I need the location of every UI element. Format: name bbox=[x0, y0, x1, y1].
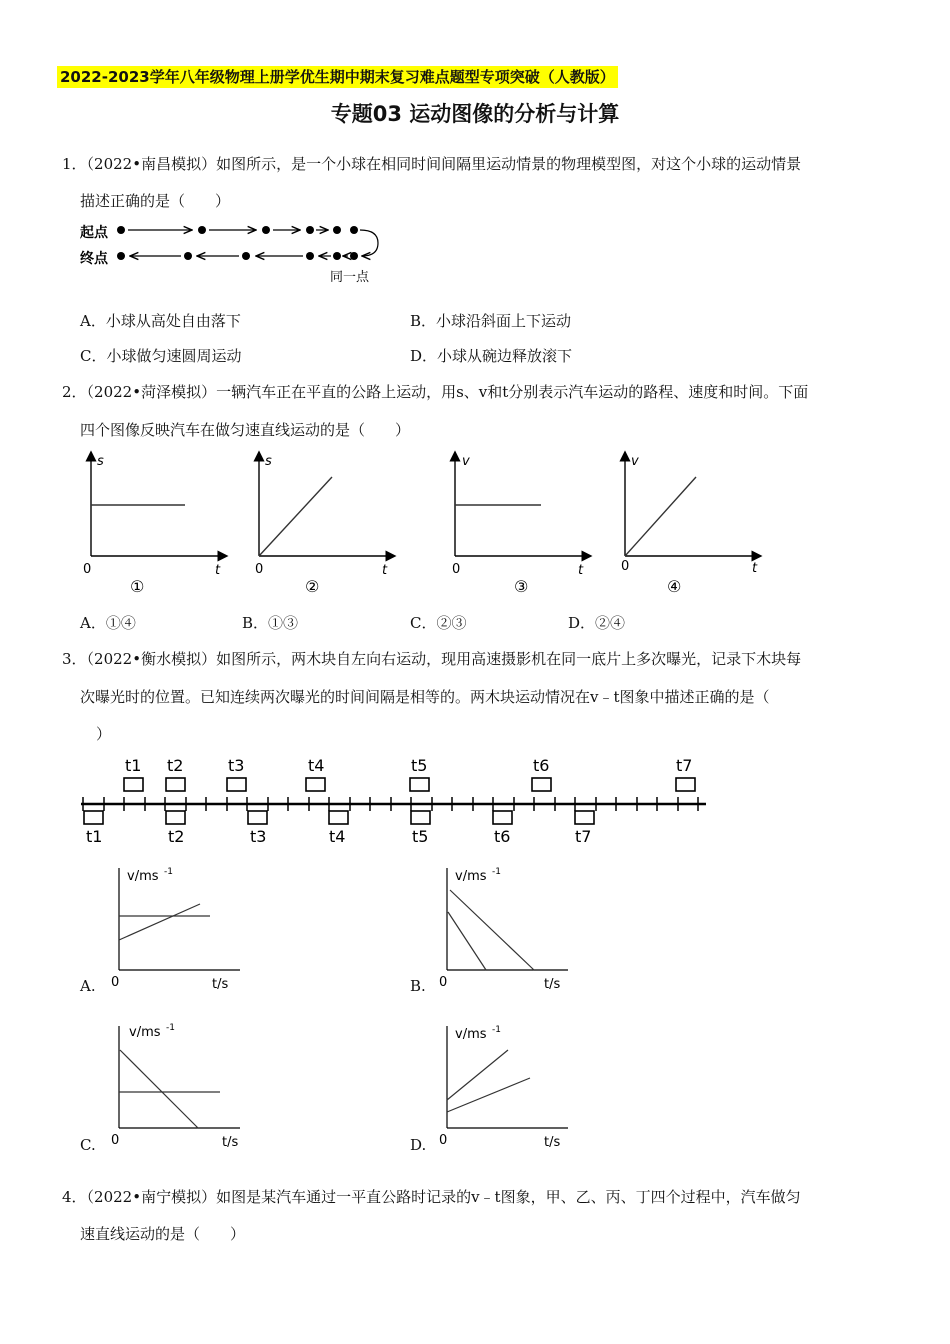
graph-xlabel: t/s bbox=[222, 1135, 239, 1150]
top-block bbox=[532, 778, 551, 791]
q1-text-line1: 1．（2022•南昌模拟）如图所示，是一个小球在相同时间间隔里运动情景的物理模型图，对这个小球的运动情景 bbox=[62, 155, 802, 173]
top-label: t2 bbox=[167, 756, 184, 775]
q3-option-d: D. bbox=[410, 1136, 427, 1154]
q1-text-line2: 描述正确的是（ ） bbox=[80, 192, 231, 210]
bottom-block bbox=[166, 811, 185, 824]
graph-origin: 0 bbox=[111, 975, 120, 990]
bottom-block bbox=[493, 811, 512, 824]
graph-ysup: -1 bbox=[492, 1025, 501, 1035]
graph-xlabel: t bbox=[578, 563, 584, 578]
top-block bbox=[166, 778, 185, 791]
q2-graph-2 bbox=[255, 454, 391, 596]
graph-origin: 0 bbox=[439, 1133, 448, 1148]
ball-position bbox=[117, 226, 125, 234]
graph-origin: 0 bbox=[439, 975, 448, 990]
top-label: t4 bbox=[308, 756, 325, 775]
graph-number: ③ bbox=[514, 577, 529, 596]
top-label: t1 bbox=[125, 756, 142, 775]
q3-option-b: B. bbox=[410, 977, 426, 995]
bottom-label: t3 bbox=[250, 827, 267, 846]
ball-position bbox=[350, 226, 358, 234]
graph-ylabel: s bbox=[97, 454, 104, 469]
q3-option-a: A. bbox=[80, 977, 96, 995]
top-block bbox=[410, 778, 429, 791]
ball-position bbox=[306, 252, 314, 260]
graph-ylabel: v bbox=[462, 454, 470, 469]
q2-text-line2: 四个图像反映汽车在做匀速直线运动的是（ ） bbox=[80, 421, 411, 439]
bottom-label: t6 bbox=[494, 827, 511, 846]
graph-number: ④ bbox=[667, 577, 682, 596]
ball-position bbox=[184, 252, 192, 260]
graph-xlabel: t bbox=[382, 563, 388, 578]
q3-graph-c bbox=[100, 1022, 250, 1152]
q2-graph-3 bbox=[452, 454, 587, 596]
q2-graph-1 bbox=[83, 454, 223, 596]
ball-position bbox=[333, 226, 341, 234]
q2-option-b: B．①③ bbox=[242, 614, 299, 632]
graph-ysup: -1 bbox=[166, 1023, 175, 1033]
graph-ylabel: v bbox=[631, 454, 639, 469]
graph-number: ② bbox=[305, 577, 320, 596]
graph-origin: 0 bbox=[452, 562, 461, 577]
ball-position bbox=[350, 252, 358, 260]
graph-number: ① bbox=[130, 577, 145, 596]
top-block bbox=[306, 778, 325, 791]
bottom-block bbox=[248, 811, 267, 824]
graph-line bbox=[259, 477, 332, 556]
graph-ylabel: v/ms bbox=[455, 869, 487, 884]
q2-option-d: D．②④ bbox=[568, 614, 626, 632]
graph-xlabel: t bbox=[752, 561, 758, 576]
ball-position bbox=[117, 252, 125, 260]
graph-xlabel: t bbox=[215, 563, 221, 578]
q4-text-line2: 速直线运动的是（ ） bbox=[80, 1225, 246, 1243]
bottom-block bbox=[411, 811, 430, 824]
top-label: t6 bbox=[533, 756, 550, 775]
ball-position bbox=[306, 226, 314, 234]
graph-origin: 0 bbox=[111, 1133, 120, 1148]
q3-exposure-diagram bbox=[78, 752, 718, 850]
graph-ylabel: s bbox=[265, 454, 272, 469]
graph-xlabel: t/s bbox=[544, 1135, 561, 1150]
graph-origin: 0 bbox=[255, 562, 264, 577]
graph-line bbox=[625, 477, 696, 556]
graph-ysup: -1 bbox=[164, 867, 173, 877]
graph-ylabel: v/ms bbox=[129, 1025, 161, 1040]
bottom-block bbox=[575, 811, 594, 824]
q1-ball-diagram bbox=[78, 218, 398, 290]
bottom-label: t7 bbox=[575, 827, 592, 846]
top-block bbox=[676, 778, 695, 791]
graph-xlabel: t/s bbox=[212, 977, 229, 992]
page-title: 专题03 运动图像的分析与计算 bbox=[330, 102, 620, 126]
q2-graphs bbox=[75, 448, 775, 598]
q1-option-c: C．小球做匀速圆周运动 bbox=[80, 347, 242, 365]
header-banner: 2022-2023学年八年级物理上册学优生期中期末复习难点题型专项突破（人教版） bbox=[57, 66, 618, 88]
graph-origin: 0 bbox=[83, 562, 92, 577]
q3-graph-b bbox=[428, 864, 578, 994]
q1-option-a: A．小球从高处自由落下 bbox=[80, 312, 241, 330]
top-block bbox=[124, 778, 143, 791]
q3-option-c: C. bbox=[80, 1136, 96, 1154]
ball-position bbox=[242, 252, 250, 260]
top-label: t5 bbox=[411, 756, 428, 775]
q1-end-label: 终点 bbox=[80, 251, 108, 267]
q2-option-c: C．②③ bbox=[410, 614, 467, 632]
ball-position bbox=[333, 252, 341, 260]
q1-option-d: D．小球从碗边释放滚下 bbox=[410, 347, 573, 365]
q3-graph-a bbox=[100, 864, 250, 994]
graph-origin: 0 bbox=[621, 559, 630, 574]
q2-option-a: A．①④ bbox=[80, 614, 136, 632]
q2-graph-4 bbox=[621, 454, 758, 596]
bottom-block bbox=[329, 811, 348, 824]
q1-start-label: 起点 bbox=[80, 225, 108, 241]
top-label: t3 bbox=[228, 756, 245, 775]
bottom-label: t4 bbox=[329, 827, 346, 846]
bottom-label: t2 bbox=[168, 827, 185, 846]
graph-ylabel: v/ms bbox=[127, 869, 159, 884]
bottom-block bbox=[84, 811, 103, 824]
q1-same-point-label: 同一点 bbox=[330, 270, 370, 285]
q2-text-line1: 2．（2022•菏泽模拟）一辆汽车正在平直的公路上运动，用s、v和t分别表示汽车运动的路程、速度和时间。下面 bbox=[62, 383, 809, 401]
top-label: t7 bbox=[676, 756, 693, 775]
bottom-label: t5 bbox=[412, 827, 429, 846]
top-block bbox=[227, 778, 246, 791]
graph-ylabel: v/ms bbox=[455, 1027, 487, 1042]
q3-text-line3: ） bbox=[96, 725, 112, 743]
graph-ysup: -1 bbox=[492, 867, 501, 877]
q3-graph-d bbox=[428, 1022, 578, 1152]
q4-text-line1: 4．（2022•南宁模拟）如图是某汽车通过一平直公路时记录的v﹣t图象，甲、乙、丙、丁四个过程中，汽车做匀 bbox=[62, 1188, 801, 1206]
q1-option-b: B．小球沿斜面上下运动 bbox=[410, 312, 572, 330]
ball-position bbox=[262, 226, 270, 234]
ball-position bbox=[198, 226, 206, 234]
q3-text-line1: 3．（2022•衡水模拟）如图所示，两木块自左向右运动，现用高速摄影机在同一底片上多次曝光，记录下木块每 bbox=[62, 650, 802, 668]
graph-xlabel: t/s bbox=[544, 977, 561, 992]
q3-text-line2: 次曝光时的位置。已知连续两次曝光的时间间隔是相等的。两木块运动情况在v﹣t图象中描述正确的是（ bbox=[80, 688, 770, 706]
bottom-label: t1 bbox=[86, 827, 103, 846]
